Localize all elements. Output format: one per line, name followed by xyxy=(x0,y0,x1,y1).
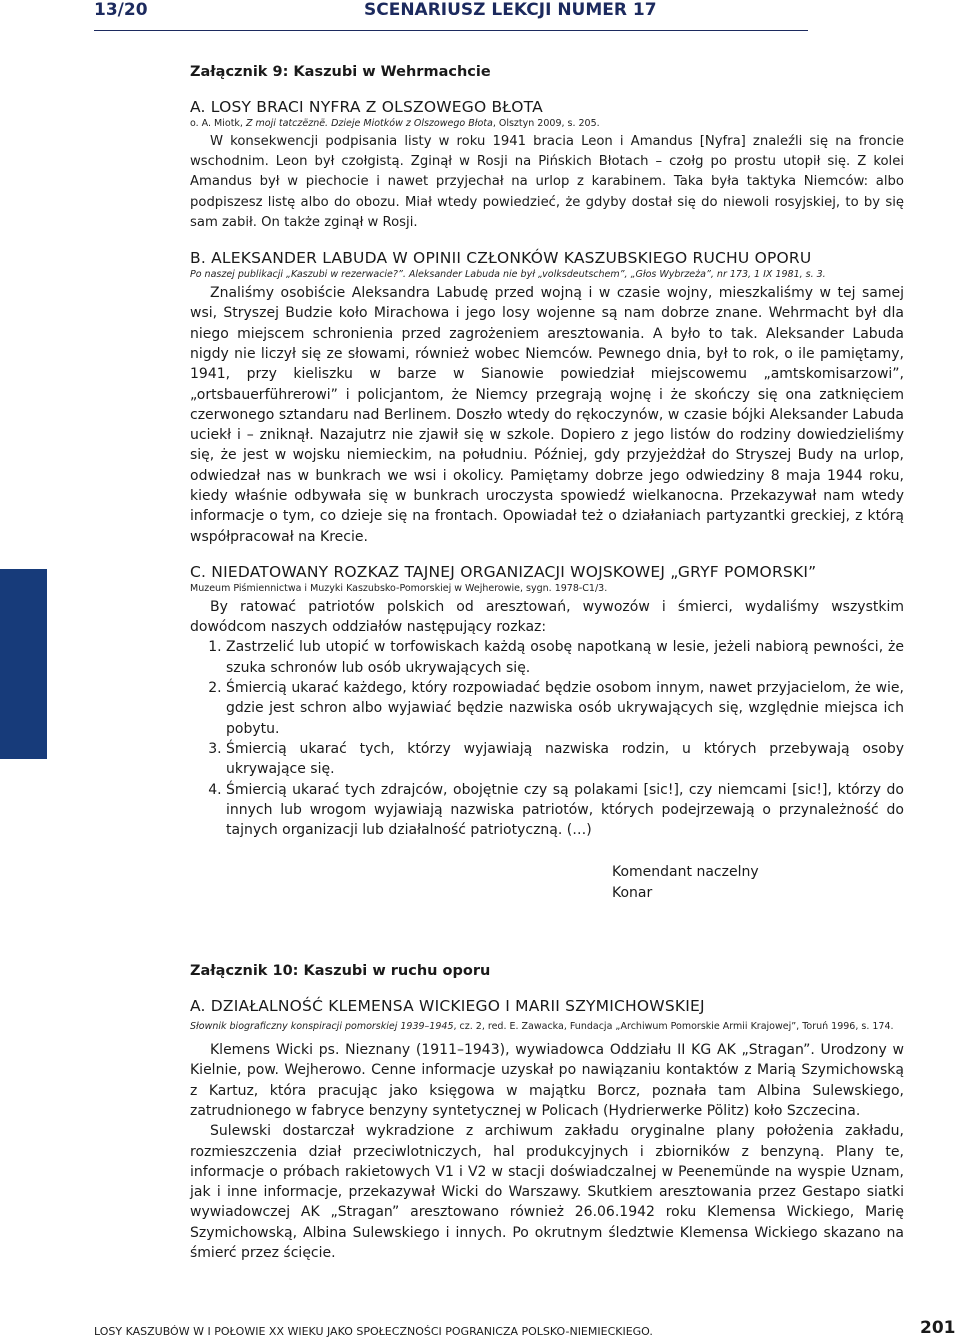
annex-10-title: Załącznik 10: Kaszubi w ruchu oporu xyxy=(190,963,491,980)
section-10a-paragraph-2: Sulewski dostarczał wykradzione z archiwum zakładu oryginalne plany położenia zakładu, rozmieszczenia dział przeciwlotniczych, hal produkcyjnych i zbiorników z benzyną. Plany te, informacje o próbach rakietowych V1 i V2 w stacji doświadczalnej w Peenemünde na wyspie Uznam, jak i inne informacje, przekazywał Wicki do Warszawy. Skutkiem aresztowania przez Gestapo siatki wywiadowczej AK „Stragan” aresztowano również 26.06.1942 roku Klemensa Wickiego, Marię Szymichowską, Albina Sulewskiego i innych. Po okrutnym śledztwie Klemensa Wickiego skazano na śmierć przez ścięcie. xyxy=(190,1123,904,1261)
source-author: o. A. Miotk, xyxy=(190,118,246,129)
page-counter: 13/20 xyxy=(94,0,148,20)
section-10a-text xyxy=(190,1040,904,1263)
section-9a-text xyxy=(190,132,904,233)
section-9c-text xyxy=(190,597,904,638)
page-content xyxy=(190,60,904,1263)
section-9b-source: Po naszej publikacji „Kaszubi w rezerwacie?”. Aleksander Labuda nie był „volksdeutschem”, „Głos Wybrzeża”, nr 173, 1 IX 1981, s. 3. xyxy=(190,269,826,281)
page-header xyxy=(0,0,960,40)
side-accent-bar xyxy=(0,569,47,759)
section-10a-source xyxy=(190,1017,904,1037)
list-item: 3. Śmiercią ukarać tych, którzy wyjawiają nazwiska rodzin, u których przebywają osoby ukrywające się. xyxy=(226,739,904,780)
signature-name: Konar xyxy=(612,884,653,901)
footer-series-title: LOSY KASZUBÓW W I POŁOWIE XX WIEKU JAKO SPOŁECZNOŚCI POGRANICZA POLSKO-NIEMIECKIEGO. xyxy=(94,1325,653,1338)
signature-role: Komendant naczelny xyxy=(612,864,759,881)
list-item: 4. Śmiercią ukarać tych zdrajców, obojętnie czy są polakami [sic!], czy niemcami [sic!], którzy do innych lub wrogom wyjawiają nazwiska patriotów, których podejrzewają o przynależność do tajnych organizacji lub działalność patriotyczną. (…) xyxy=(226,780,904,841)
source-details: , Olsztyn 2009, s. 205. xyxy=(492,118,600,129)
section-9b-heading: B. ALEKSANDER LABUDA W OPINII CZŁONKÓW KASZUBSKIEGO RUCHU OPORU xyxy=(190,249,812,268)
source-details: , cz. 2, red. E. Zawacka, Fundacja „Archiwum Pomorskie Armii Krajowej”, Toruń 1996, s. 174. xyxy=(453,1021,894,1033)
section-9b-text xyxy=(190,283,904,547)
list-item: 2. Śmiercią ukarać każdego, który rozpowiadać będzie osobom innym, nawet przyjacielom, że wie, gdzie jest schron albo wyjawiać będzie nazwiska osób ukrywających się, względnie miejsca ich pobytu. xyxy=(226,678,904,739)
annex-9-title: Załącznik 9: Kaszubi w Wehrmachcie xyxy=(190,64,491,80)
source-title: Słownik biograficzny konspiracji pomorskiej 1939–1945 xyxy=(190,1021,454,1033)
section-10a-paragraph-1: Klemens Wicki ps. Nieznany (1911–1943), wywiadowca Oddziału II KG AK „Stragan”. Urodzony w Kielnie, pow. Wejherowo. Cenne informacje uzyskał po nawiązaniu kontaktów z Marią Szymichowską z Kartuz, która pracując jako księgowa w majątku Borcz, poznała tam Albina Sulewskiego, zatrudnionego w fabryce benzyny syntetycznej w Policach (Hydrierwerke Pölitz) koło Szczecina. xyxy=(190,1042,904,1119)
section-9c-source: Muzeum Piśmiennictwa i Muzyki Kaszubsko-Pomorskiej w Wejherowie, sygn. 1978-C1/3. xyxy=(190,582,608,594)
section-10a-heading: A. DZIAŁALNOŚĆ KLEMENSA WICKIEGO I MARII SZYMICHOWSKIEJ xyxy=(190,997,705,1016)
section-9a-paragraph: W konsekwencji podpisania listy w roku 1941 bracia Leon i Amandus [Nyfra] znaleźli się na froncie wschodnim. Leon był czołgistą. Zginął w Rosji na Pińskich Błotach – czołg po prostu utopił się. Z kolei Amandus był w piechocie i nawet przyjechał na urlop z karabinem. Taka była taktyka Niemców: albo podpiszesz listę albo do obozu. Miał wtedy powiedzieć, że gdyby dostał się do niewoli rosyjskiej, to by się sam zabił. On także zginął w Rosji. xyxy=(190,134,904,230)
section-9c-heading: C. NIEDATOWANY ROZKAZ TAJNEJ ORGANIZACJI WOJSKOWEJ „GRYF POMORSKI” xyxy=(190,562,817,581)
source-title: Z moji tatczëznë. Dzieje Miotków z Olszowego Błota xyxy=(245,118,493,129)
order-intro: By ratować patriotów polskich od aresztowań, wywozów i śmierci, wydaliśmy wszystkim dowódcom naszych oddziałów następujący rozkaz: xyxy=(190,598,904,636)
section-9a-source xyxy=(190,118,904,129)
section-9b-paragraph: Znaliśmy osobiście Aleksandra Labudę przed wojną i w czasie wojny, mieszkaliśmy w tej samej wsi, Stryszej Budzie koło Mirachowa i jego losy wojenne są nam dobrze znane. Wehrmacht był dla niego miejscem schronienia przed zagrożeniem aresztowania. A było to tak. Aleksander Labuda nigdy nie liczył się ze słowami, również wobec Niemców. Pewnego dnia, był to rok, o ile pamiętamy, 1941, przy kieliszku w barze w Sianowie powiedział miejscowemu „amtskomisarzowi”, „ortsbauerführerowi” i policjantom, że Niemcy przegrają wojnę i że skończy się ona zatknięciem czerwonego sztandaru nad Berlinem. Doszło wtedy do rękoczynów, w czasie bójki Aleksander Labuda uciekł i – zniknął. Nazajutrz nie zjawił się w szkole. Dopiero z jego listów do rodziny dowiedzieliśmy się, że jest w wojsku niemieckim, na południu. Później, gdy przyjeżdżał do Stryszej Budy na urlop, odwiedzał nas w bunkrach we wsi i okolicy. Pamiętamy dobrze jego odwiedziny 8 maja 1944 roku, kiedy właśnie odbywała się w bunkrach uroczysta spowiedź wielkanocna. Przekazywał nam wtedy informacje o tym, co dzieje się na frontach. Opowiadał też o działaniach partyzantki greckiej, z którą współpracował na Krecie. xyxy=(190,285,904,545)
header-divider xyxy=(94,30,808,31)
order-list xyxy=(190,637,904,840)
footer-page-number: 201 xyxy=(920,1318,956,1338)
signature-block xyxy=(612,862,904,903)
document-title: SCENARIUSZ LEKCJI NUMER 17 xyxy=(364,0,657,20)
section-9a-heading: A. LOSY BRACI NYFRA Z OLSZOWEGO BŁOTA xyxy=(190,98,543,116)
list-item: 1. Zastrzelić lub utopić w torfowiskach każdą osobę napotkaną w lesie, jeżeli nabiorą pewności, że szuka schronów lub osób ukrywających się. xyxy=(226,637,904,678)
